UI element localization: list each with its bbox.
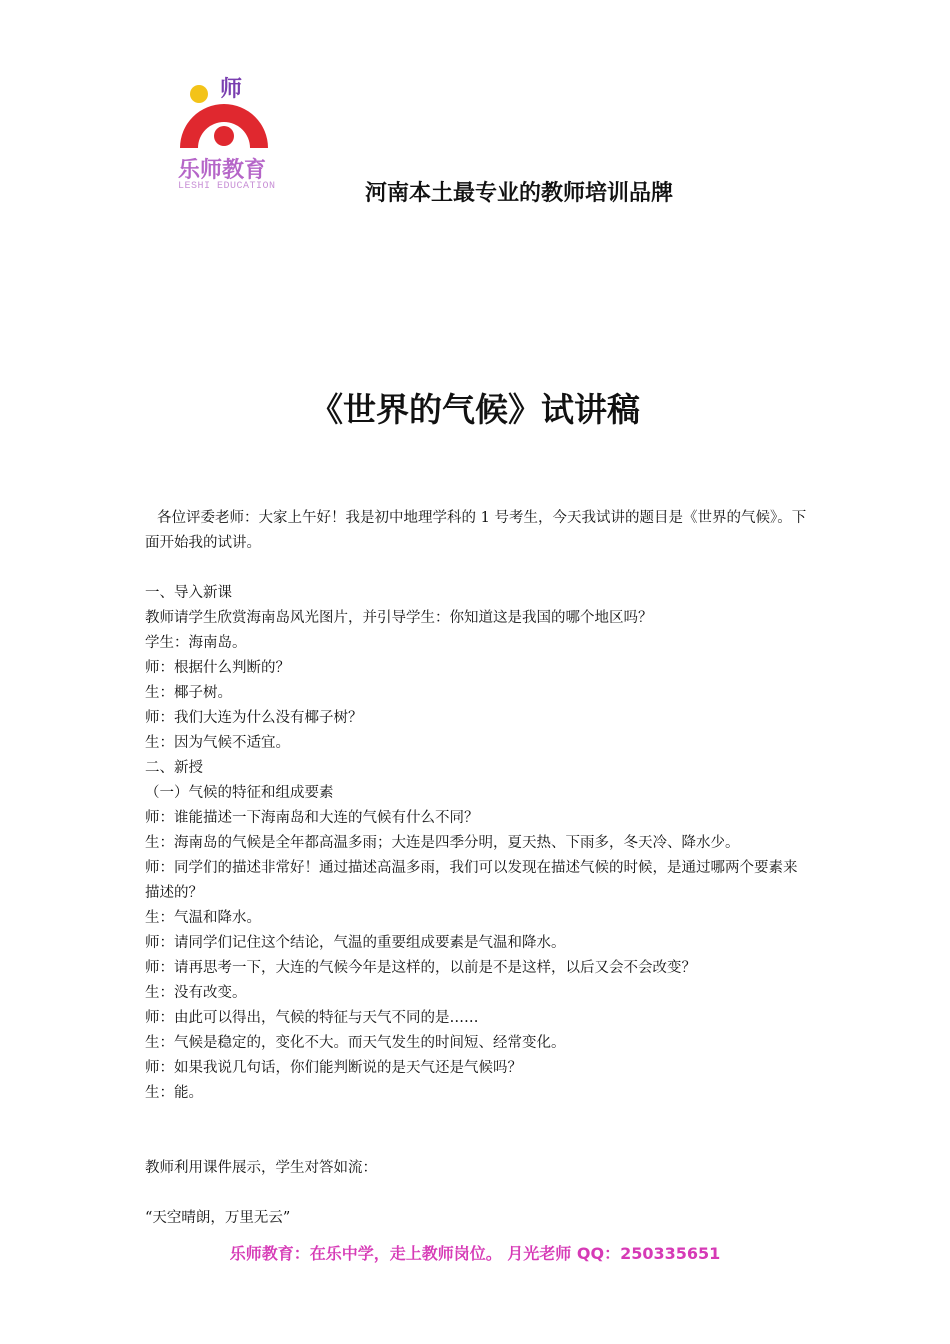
text-line: 师：如果我说几句话，你们能判断说的是天气还是气候吗？ (145, 1060, 522, 1076)
section-heading: 一、导入新课 (145, 585, 232, 601)
text-line: 生：因为气候不适宜。 (145, 735, 290, 751)
text-line: 生：海南岛的气候是全年都高温多雨；大连是四季分明，夏天热、下雨多，冬天冷、降水少。 (145, 835, 740, 851)
logo-name-cn: 乐师教育 (178, 158, 267, 183)
text-line: 师：谁能描述一下海南岛和大连的气候有什么不同？ (145, 810, 479, 826)
logo-mark-char: 师 (220, 77, 243, 102)
text-line: 师：根据什么判断的？ (145, 660, 290, 676)
logo (170, 70, 290, 200)
quote-line: “天空晴朗，万里无云” (145, 1210, 291, 1226)
subsection-heading: （一）气候的特征和组成要素 (145, 785, 334, 801)
logo-name-en: LESHI EDUCATION (178, 181, 276, 192)
intro-paragraph: 各位评委老师：大家上午好！我是初中地理学科的 1 号考生，今天我试讲的题目是《世界的气候》。下面开始我的试讲。 (145, 510, 807, 551)
text-line: 师：同学们的描述非常好！通过描述高温多雨，我们可以发现在描述气候的时候，是通过哪两个要素来描述的？ (145, 860, 798, 901)
text-line: 师：请再思考一下，大连的气候今年是这样的，以前是不是这样，以后又会不会改变？ (145, 960, 696, 976)
text-line: 师：由此可以得出，气候的特征与天气不同的是…… (145, 1010, 479, 1026)
text-line: 生：能。 (145, 1085, 203, 1101)
text-line: 师：请同学们记住这个结论，气温的重要组成要素是气温和降水。 (145, 935, 566, 951)
text-line: 生：气温和降水。 (145, 910, 261, 926)
document-title: 《世界的气候》试讲稿 (310, 390, 640, 429)
text-line: 生：椰子树。 (145, 685, 232, 701)
document-body (145, 506, 810, 1231)
text-line: 教师利用课件展示，学生对答如流： (145, 1160, 377, 1176)
section-heading: 二、新授 (145, 760, 203, 776)
brand-slogan: 河南本土最专业的教师培训品牌 (365, 181, 674, 206)
text-line: 生：没有改变。 (145, 985, 247, 1001)
text-line: 生：气候是稳定的，变化不大。而天气发生的时间短、经常变化。 (145, 1035, 566, 1051)
text-line: 教师请学生欣赏海南岛风光图片，并引导学生：你知道这是我国的哪个地区吗？ (145, 610, 653, 626)
footer-banner: 乐师教育：在乐中学，走上教师岗位。 月光老师 QQ：250335651 (229, 1244, 721, 1263)
text-line: 学生：海南岛。 (145, 635, 247, 651)
text-line: 师：我们大连为什么没有椰子树？ (145, 710, 363, 726)
